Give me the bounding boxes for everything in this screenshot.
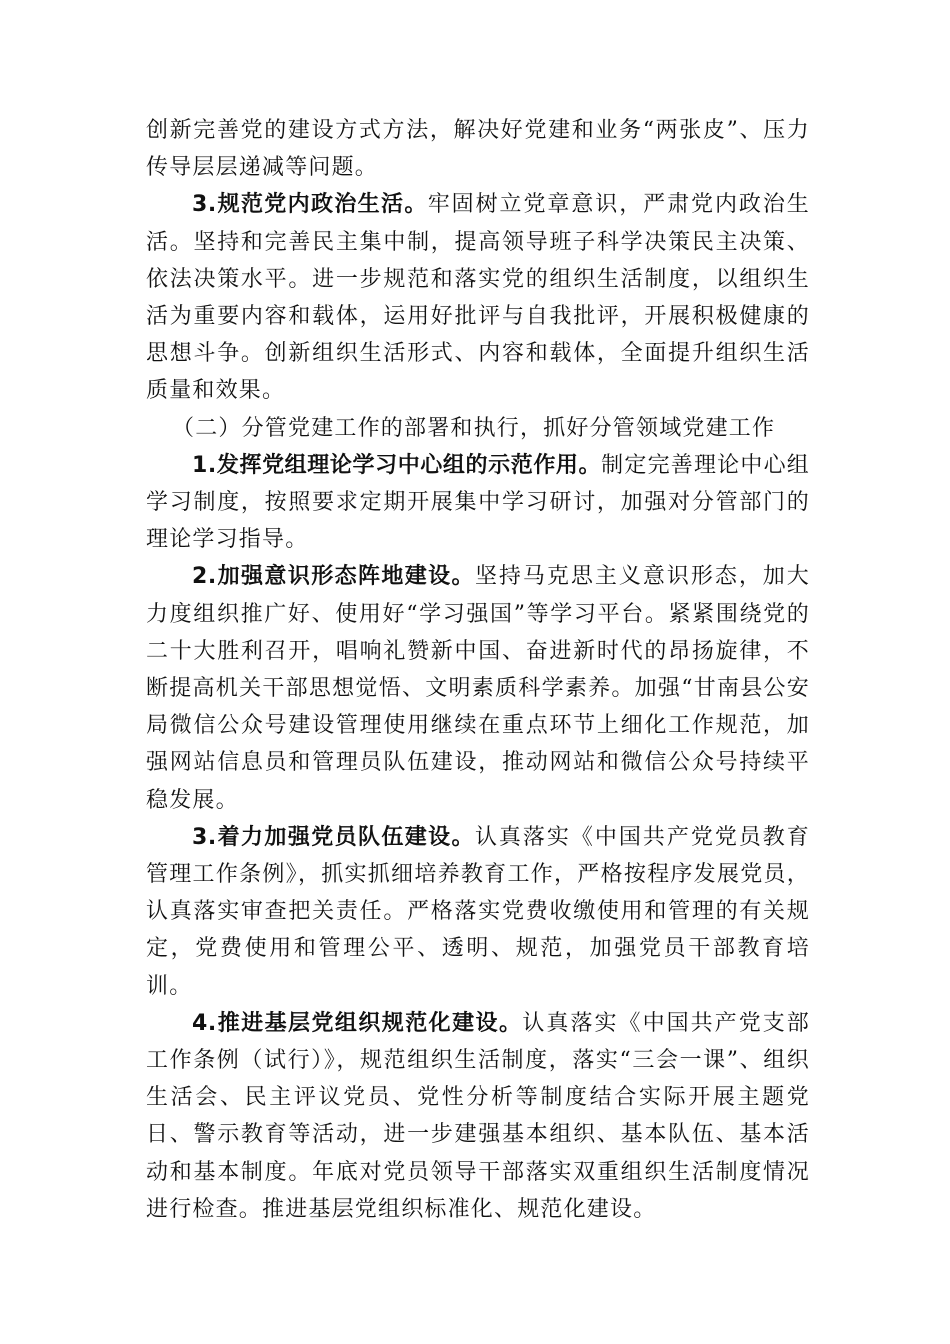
paragraph-grassroots [146, 1005, 810, 1228]
paragraph-lead-heading: 2.加强意识形态阵地建设。 [192, 564, 475, 590]
paragraph-lead-heading: 3.着力加强党员队伍建设。 [192, 824, 475, 850]
paragraph-text: 认真落实《中国共产党党员教育管理工作条例》，抓实抓细培养教育工作，严格按程序发展党员，认真落实审查把关责任。严格落实党费收缴使用和管理的有关规定，党费使用和管理公平、透明、规范，加强党员干部教育培训。 [146, 824, 810, 999]
paragraph-continued [146, 112, 810, 186]
paragraph-text: 制定完善理论中心组学习制度，按照要求定期开展集中学习研讨，加强对分管部门的理论学习指导。 [146, 452, 810, 553]
paragraph-text: 坚持马克思主义意识形态，加大力度组织推广好、使用好“学习强国”等学习平台。紧紧围绕党的二十大胜利召开，唱响礼赞新中国、奋进新时代的昂扬旋律，不断提高机关干部思想觉悟、文明素质科学素养。加强“甘南县公安局微信公众号建设管理使用继续在重点环节上细化工作规范，加强网站信息员和管理员队伍建设，推动网站和微信公众号持续平稳发展。 [146, 564, 810, 813]
paragraph-lead-heading: 3.规范党内政治生活。 [192, 192, 428, 218]
paragraph-lead-heading: 1.发挥党组理论学习中心组的示范作用。 [192, 452, 602, 478]
paragraph-text: 创新完善党的建设方式方法，解决好党建和业务“两张皮”、压力传导层层递减等问题。 [146, 118, 810, 181]
paragraph-political-life [146, 186, 810, 409]
paragraph-ideology [146, 558, 810, 818]
paragraph-study-group [146, 447, 810, 559]
section-heading-2 [146, 410, 810, 447]
paragraph-text: 牢固树立党章意识，严肃党内政治生活。坚持和完善民主集中制，提高领导班子科学决策民主决策、依法决策水平。进一步规范和落实党的组织生活制度，以组织生活为重要内容和载体，运用好批评与自我批评，开展积极健康的思想斗争。创新组织生活形式、内容和载体，全面提升组织生活质量和效果。 [146, 192, 811, 404]
section-heading-text: （二）分管党建工作的部署和执行，抓好分管领域党建工作 [172, 415, 776, 441]
paragraph-text: 认真落实《中国共产党支部工作条例（试行）》，规范组织生活制度，落实“三会一课”、组织生活会、民主评议党员、党性分析等制度结合实际开展主题党日、警示教育等活动，进一步建强基本组织、基本队伍、基本活动和基本制度。年底对党员领导干部落实双重组织生活制度情况进行检查。推进基层党组织标准化、规范化建设。 [146, 1010, 810, 1222]
paragraph-lead-heading: 4.推进基层党组织规范化建设。 [192, 1010, 523, 1036]
document-body [146, 112, 810, 1228]
paragraph-member-team [146, 819, 810, 1005]
